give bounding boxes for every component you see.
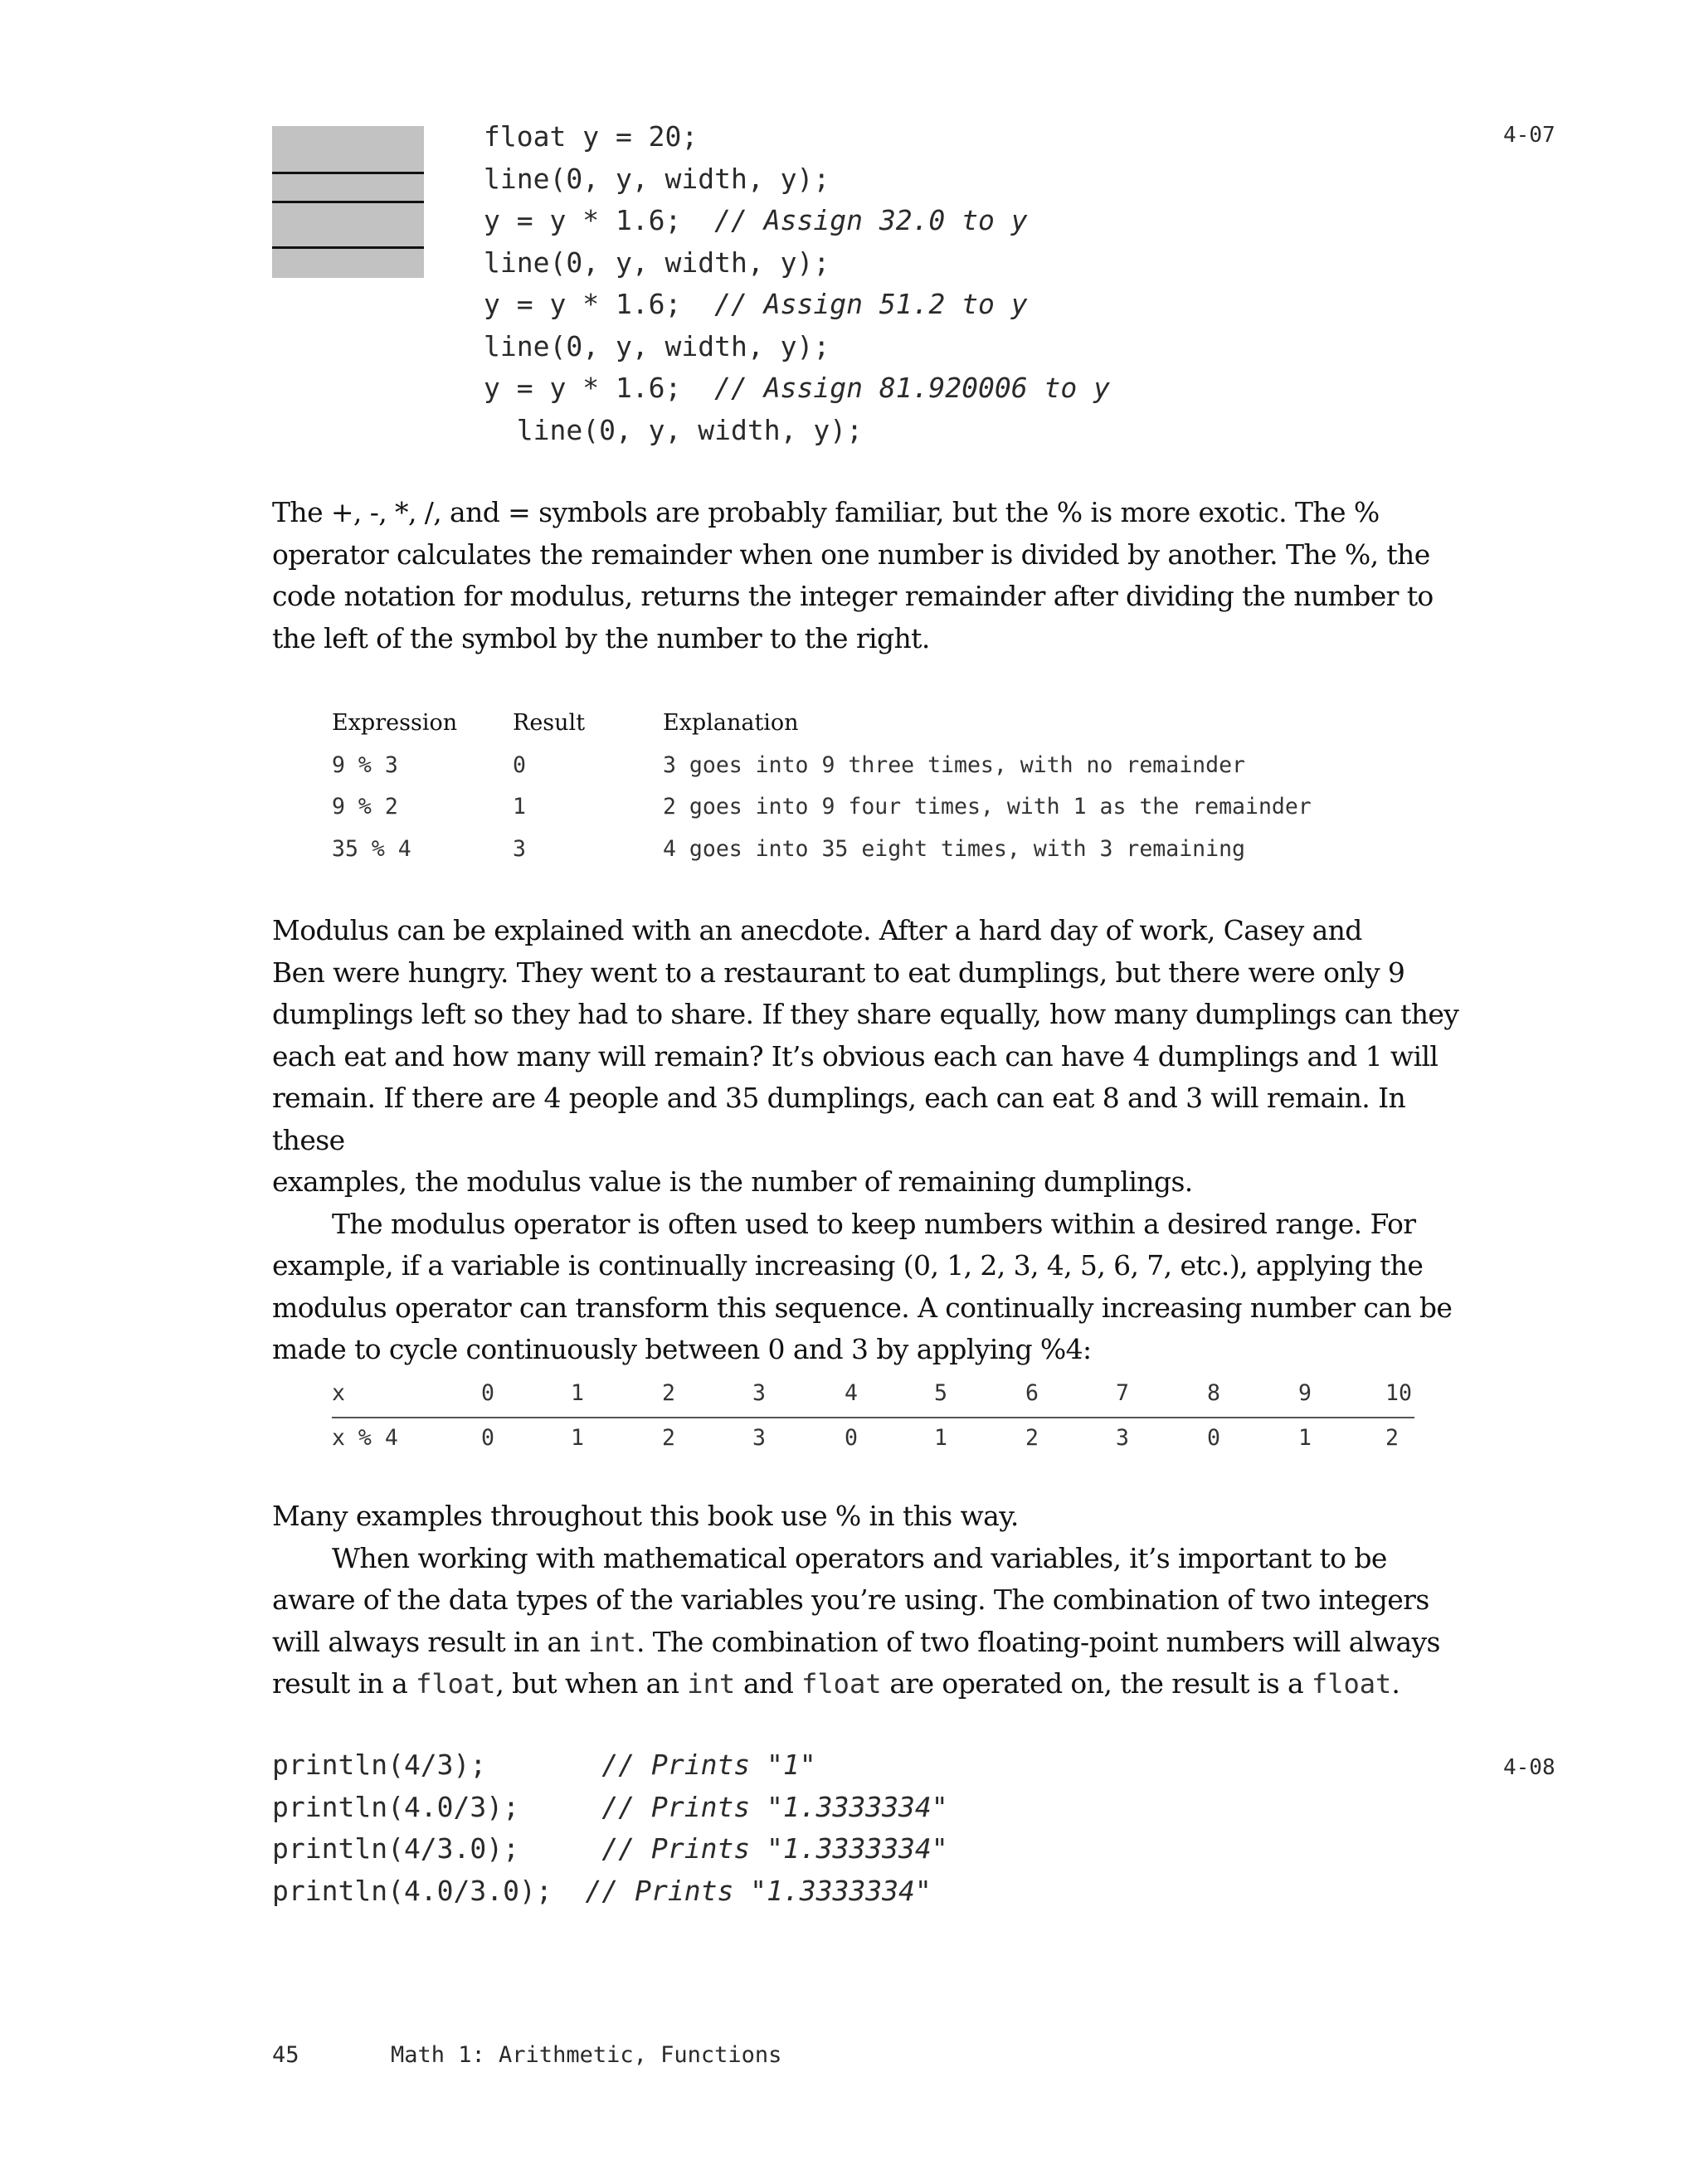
sequence-cell: 1 xyxy=(934,1425,947,1451)
table-cell: 1 xyxy=(513,794,526,820)
paragraph-text: The modulus operator is often used to keep numbers within a desired range. For example, if a variable is continually increasing (0, 1, 2, 3, 4, 5, 6, 7, etc.), applying the modulus operator can transform this sequence. A continually increasing number can be made to cycle continuously between 0 and 3 by applying %4: xyxy=(272,1207,1453,1365)
sequence-cell: 4 xyxy=(845,1380,858,1406)
code-line xyxy=(272,1875,932,1907)
code-comment: // Assign 51.2 to y xyxy=(714,288,1028,320)
figure-line xyxy=(272,246,424,249)
example-number: 4-08 xyxy=(1503,1755,1555,1780)
code-text: println(4/3.0); xyxy=(272,1832,602,1865)
sequence-cell: 5 xyxy=(934,1380,947,1406)
column-header: Explanation xyxy=(663,710,799,736)
column-header: Result xyxy=(513,710,586,736)
code-text: line(0, y, width, y); xyxy=(484,329,830,362)
code-line xyxy=(272,1832,948,1865)
sequence-cell: 0 xyxy=(481,1380,494,1406)
paragraph-data-types xyxy=(272,1496,1483,1705)
inline-code: float xyxy=(801,1668,882,1700)
modulus-sequence-table xyxy=(332,1377,1414,1462)
code-line xyxy=(484,330,830,362)
code-text: println(4.0/3); xyxy=(272,1790,602,1823)
code-line xyxy=(272,1749,816,1781)
table-rule xyxy=(332,1417,1414,1418)
code-comment: // Prints "1.3333334" xyxy=(601,1832,948,1865)
code-text: println(4/3); xyxy=(272,1749,602,1781)
sequence-cell: 1 xyxy=(571,1380,584,1406)
example-figure-lines xyxy=(272,126,424,278)
running-footer-chapter-title: Math 1: Arithmetic, Functions xyxy=(391,2042,782,2068)
page-number: 45 xyxy=(272,2042,299,2068)
table-cell: 4 goes into 35 eight times, with 3 remaining xyxy=(663,835,1245,862)
table-cell: 2 goes into 9 four times, with 1 as the remainder xyxy=(663,794,1312,820)
inline-code: int xyxy=(687,1668,736,1700)
sequence-row-x xyxy=(332,1377,1414,1417)
figure-line xyxy=(272,172,424,174)
table-cell: 9 % 3 xyxy=(332,752,398,778)
inline-code: float xyxy=(416,1668,496,1700)
sequence-cell: 3 xyxy=(1116,1425,1129,1451)
code-example-4-08 xyxy=(272,1744,948,1912)
paragraph-dumplings xyxy=(272,910,1483,1371)
sequence-cell: 1 xyxy=(1298,1425,1312,1451)
code-text: line(0, y, width, y); xyxy=(484,413,863,446)
paragraph-text: Modulus can be explained with an anecdote. After a hard day of work, Casey and Ben were hungry. They went to a restaurant to eat dumplings, but there were only 9 dumplings left so they had to share. If they share equally, how many dumplings can they each eat and how many will remain? It’s obvious each can have 4 dumplings and 1 will remain. If there are 4 people and 35 dumplings, each can eat 8 and 3 will remain. In these examples, the modulus value is the number of remaining dumplings. xyxy=(272,914,1459,1198)
sequence-row-x-mod-4 xyxy=(332,1422,1414,1462)
sequence-cell: 0 xyxy=(481,1425,494,1451)
code-line xyxy=(484,246,830,279)
code-text: println(4.0/3.0); xyxy=(272,1874,586,1907)
sequence-cell: 3 xyxy=(752,1425,766,1451)
paragraph-text: and xyxy=(735,1667,802,1700)
code-text: y = y * 1.6; xyxy=(484,372,715,404)
table-cell: 9 % 2 xyxy=(332,794,398,820)
code-comment: // Assign 32.0 to y xyxy=(714,204,1028,236)
sequence-cell: 7 xyxy=(1116,1380,1129,1406)
example-number: 4-07 xyxy=(1503,123,1555,148)
code-line xyxy=(484,163,830,195)
paragraph-text: . The combination of two floating-point numbers will always result in a xyxy=(272,1625,1440,1700)
column-header: Expression xyxy=(332,710,458,736)
sequence-cell: 0 xyxy=(845,1425,858,1451)
code-comment: // Assign 81.920006 to y xyxy=(714,372,1110,404)
paragraph-modulus-intro xyxy=(272,492,1483,659)
row-label: x % 4 xyxy=(332,1425,398,1451)
paragraph-text: The +, -, *, /, and = symbols are probably familiar, but the % is more exotic. The % operator calculates the remainder when one number is divided by another. The %, the code notation for modulus, returns the integer remainder after dividing the number to the left of the symbol by the number to the right. xyxy=(272,496,1434,654)
row-label: x xyxy=(332,1380,345,1406)
code-comment: // Prints "1" xyxy=(601,1749,816,1781)
sequence-cell: 2 xyxy=(1385,1425,1399,1451)
code-comment: // Prints "1.3333334" xyxy=(585,1874,932,1907)
table-cell: 3 xyxy=(513,835,526,862)
sequence-cell: 3 xyxy=(752,1380,766,1406)
code-example-4-07 xyxy=(484,116,1110,451)
paragraph-text: . xyxy=(1391,1667,1400,1700)
sequence-cell: 2 xyxy=(1025,1425,1039,1451)
inline-code: float xyxy=(1311,1668,1392,1700)
code-text: y = y * 1.6; xyxy=(484,288,715,320)
paragraph-text: When working with mathematical operators and variables, it’s important to be aware of the data types of the variables you’re using. The combination of two integers will always result in an xyxy=(272,1541,1429,1658)
paragraph-text: , but when an xyxy=(495,1667,688,1700)
sequence-cell: 6 xyxy=(1025,1380,1039,1406)
code-line xyxy=(484,288,1028,320)
code-line xyxy=(484,204,1028,236)
sequence-cell: 2 xyxy=(662,1425,675,1451)
paragraph-text: are operated on, the result is a xyxy=(881,1667,1312,1700)
sequence-cell: 1 xyxy=(571,1425,584,1451)
figure-line xyxy=(272,201,424,203)
code-line xyxy=(484,120,698,153)
code-line xyxy=(484,372,1110,404)
table-cell: 3 goes into 9 three times, with no remainder xyxy=(663,752,1245,778)
code-text: float y = 20; xyxy=(484,120,699,153)
paragraph-text: Many examples throughout this book use % in this way. xyxy=(272,1500,1019,1532)
inline-code: int xyxy=(588,1626,636,1658)
table-cell: 0 xyxy=(513,752,526,778)
code-text: line(0, y, width, y); xyxy=(484,246,830,279)
sequence-cell: 9 xyxy=(1298,1380,1312,1406)
code-line xyxy=(272,1791,948,1823)
table-cell: 35 % 4 xyxy=(332,835,411,862)
sequence-cell: 0 xyxy=(1207,1425,1220,1451)
sequence-cell: 10 xyxy=(1385,1380,1412,1406)
code-text: line(0, y, width, y); xyxy=(484,162,830,195)
code-comment: // Prints "1.3333334" xyxy=(601,1790,948,1823)
sequence-cell: 8 xyxy=(1207,1380,1220,1406)
code-text: y = y * 1.6; xyxy=(484,204,715,236)
code-line xyxy=(484,414,863,446)
sequence-cell: 2 xyxy=(662,1380,675,1406)
